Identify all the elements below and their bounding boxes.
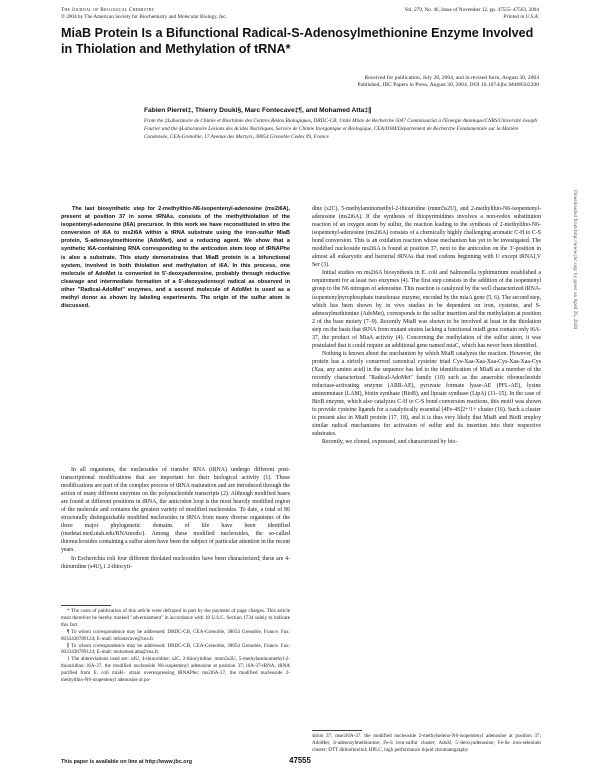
online-availability: This paper is available on line at http://www.jbc.org <box>61 759 192 765</box>
affiliations: From the ‡Laboratoire de Chimie et Biochimie des Centres Rédox Biologiques, DRDC-CB, Unité Mixte de Recherche 5047 Commissariat à l'Energie Atomique/CNRS/Université Joseph Fourier and the §Laboratoire Lésions des Acides Nucléiques, Service de Chimie Inorganique et Biologique, CEA/DSM/Département de Recherche Fondamentale sur la Matière Condensée, CEA-Grenoble, 17 Avenue des Martyrs, 38054 Grenoble Cedex 09, France <box>144 118 537 140</box>
footnote: 1 The abbreviations used are: s4U, 4-thiouridine; s2C, 2-thiocytidine; mnm5s2U, 5-methylaminomethyl-2-thiouridine; i6A-37, the modified nucleoside N6-isopentenyl adenosine at position 37; i6A-37-tRNA, tRNA purified from E. coli miaB− strain overexpressing tRNAPhe; ms2i6A-37, the modified nucleoside 2-methylthio-N6-isopentenyl adenosine at po- <box>61 656 290 684</box>
body-paragraph: Nothing is known about the mechanism by which MiaB catalyzes the reaction. However, the protein has a strictly conserved canonical cysteine triad Cys-Xaa-Xaa-Xaa-Cys-Xaa-Xaa-Cys (Xaa, any amino acid) in the sequence has led to the identification of MiaB as a member of the recently characterized "Radical-AdoMet" family (10) such as the anaerobic ribonucleotide reductase-activating enzyme (ARR-AE), pyruvate formate lyase-AE (PFL-AE), lysine aminomutase (LAM), biotin synthase (BioB), and lipoate synthase (LipA) (11–15). In the case of BioB enzyme, which also catalyzes C-H to C-S bond conversion reactions, this motif was shown to provide cysteine ligands for a catalytically essential [4Fe-4S]2+/1+ cluster (16). Such a cluster is present also in MiaB protein (17, 18), and it is thus very likely that MiaB and BioB employ similar radical mechanisms for activation of sulfur and its insertion into their respective substrates. <box>312 350 541 438</box>
footnotes-left <box>61 608 290 684</box>
author-list: Fabien Pierrel‡, Thierry Douki§, Marc Fontecave‡¶, and Mohamed Atta‡∥ <box>144 107 372 114</box>
footnote: sition 37; mse2i6A-37, the modified nucleoside 2-methylseleno-N6-isopentenyl adenosine at position 37; AdoMet, S-adenosylmethionine; Fe-S iron-sulfur cluster; AdoH, 5′-deoxyadenosine; Fe-Se iron-selenium cluster; DTT dithiothreitol; HPLC, high performance liquid chromatography. <box>312 733 541 753</box>
footnote-divider <box>312 730 362 731</box>
body-paragraph: dine (s2C), 5-methylaminomethyl-2-thiouridine (mnm5s2U), and 2-methylthio-N6-isopentenyl-adenosine (ms2i6A). If the synthesis of thiopyrimidines involves a non-redox substitution reaction of an oxygen atom by sulfur, the reaction leading to the synthesis of 2-methylthio-N6-isopentenyl-adenosine (ms2i6A) consists of a chemically highly challenging aromatic C-H to C-S bond conversion. This is an oxidation reaction whose mechanism has yet to be investigated. The modified nucleoside ms2i6A is found at position 37, next to the anticodon on the 3′-position in almost all eukaryotic and bacterial tRNAs that read codons beginning with U except tRNAI,V Ser (3). <box>312 206 541 269</box>
volume-line: Vol. 279, No. 46, Issue of November 12, pp. 47555–47563, 2004 <box>404 7 539 13</box>
article-title: MiaB Protein Is a Bifunctional Radical-S-Adenosylmethionine Enzyme Involved in Thiolation and Methylation of tRNA* <box>61 26 534 56</box>
received-line: Received for publication, July 28, 2004, and in revised form, August 30, 2004 <box>364 75 539 81</box>
footnote-divider <box>61 605 111 606</box>
footnotes-right <box>312 733 541 754</box>
body-paragraph: In all organisms, the nucleosides of transfer RNA (tRNA) undergo different post-transcriptional modifications that are important for their biological activity (1). These modifications are part of the complex process of tRNA maturation and are introduced through the action of many different enzymes on the polynucleotide transcripts (2). Although modified bases are found at different positions in tRNA, the anticodon loop is the most heavily modified region of the molecule and contains the greatest variety of modified nucleosides. To date, a total of 86 structurally distinguishable modified nucleosides in tRNA from many diverse organisms of the three major phylogenetic domains of life have been identified (medstat.med.utah.edu/RNAmods/). Among these modified nucleosides, the so-called thionucleosides containing a sulfur atom have been the subject of particular attention in the recent years. <box>61 467 290 554</box>
footnote: * The costs of publication of this article were defrayed in part by the payment of page charges. This article must therefore be hereby marked "advertisement" in accordance with 18 U.S.C. Section 1734 solely to indicate this fact. <box>61 608 290 628</box>
body-paragraph: In Escherichia coli four different thiolated nucleosides have been characterized; these are 4-thiouridine (s4U),1 2-thiocyti- <box>61 555 290 570</box>
download-watermark: Downloaded from http://www.jbc.org/ by guest on April 25, 2020 <box>572 190 578 330</box>
body-column-right <box>312 205 541 446</box>
received-dates <box>139 75 539 89</box>
published-line: Published, JBC Papers in Press, August 30, 2004, DOI 10.1074/jbc.M408562200 <box>357 82 539 88</box>
journal-name: The Journal of Biological Chemistry <box>61 7 155 13</box>
copyright-line: © 2004 by The American Society for Biochemistry and Molecular Biology, Inc. <box>61 13 227 20</box>
issue-info <box>404 7 539 20</box>
abstract: The last biosynthetic step for 2-methylthio-N6-isopentenyl-adenosine (ms2i6A), present at position 37 in some tRNAs, consists of the methylthiolation of the isopentenyl-adenosine (i6A) precursor. In this work we have reconstituted in vitro the conversion of i6A to ms2i6A within a tRNA substrate using the iron-sulfur MiaB protein, S-adenosylmethionine (AdoMet), and a reducing agent. We show that a synthetic i6A-containing RNA corresponding to the anticodon stem loop of tRNAPhe is also a substrate. This study demonstrates that MiaB protein is a bifunctional system, involved in both thiolation and methylation of i6A. In this process, one molecule of AdoMet is converted to 5′-deoxyadenosine, probably through reductive cleavage and intermediate formation of a 5′-deoxyadenosyl radical as observed in other "Radical-AdoMet" enzymes, and a second molecule of AdoMet is used as a methyl donor as shown by labeling experiments. The origin of the sulfur atom is discussed. <box>61 206 290 310</box>
body-paragraph: Initial studies on ms2i6A biosynthesis in E. coli and Salmonella typhimurium established a requirement for at least two enzymes (4). The first step consists in the addition of the isopentenyl group to the N6 nitrogen of adenosine. This reaction is catalyzed by the well characterized tRNA-isopentenylpyrophosphate transferase enzyme, encoded by the miaA gene (5, 6). The second step, which has been shown by in vivo studies to be dependent on iron, cysteine, and S-adenosylmethionine (AdoMet), corresponds to the sulfur insertion and the methylation at position 2 of the base moiety (7–9). Recently MiaB was shown to be involved at least in the thiolation step on the basis that tRNA from mutant strains lacking a functional miaB gene contain only i6A-37, the product of MiaA activity (4). Concerning the methylation of the sulfur atom, it was postulated that it could require an additional gene named miaC, which has never been identified. <box>312 270 541 349</box>
footnote: ∥ To whom correspondence may be addressed: DRDC-CB, CEA-Grenoble, 38054 Grenoble, France. Fax: 0033438789124; E-mail: mohamed.atta@cea.fr. <box>61 642 290 656</box>
printed-line: Printed in U.S.A. <box>503 13 539 20</box>
journal-header <box>61 7 227 20</box>
body-paragraph: Recently, we cloned, expressed, and characterized by bio- <box>322 439 458 446</box>
body-column-left <box>61 466 290 571</box>
page-number: 47555 <box>289 756 311 765</box>
footnote: ¶ To whom correspondence may be addressed: DRDC-CB, CEA-Grenoble, 38054 Grenoble, France. Fax: 0033438789124; E-mail: mfontecave@cea.fr. <box>61 628 290 642</box>
